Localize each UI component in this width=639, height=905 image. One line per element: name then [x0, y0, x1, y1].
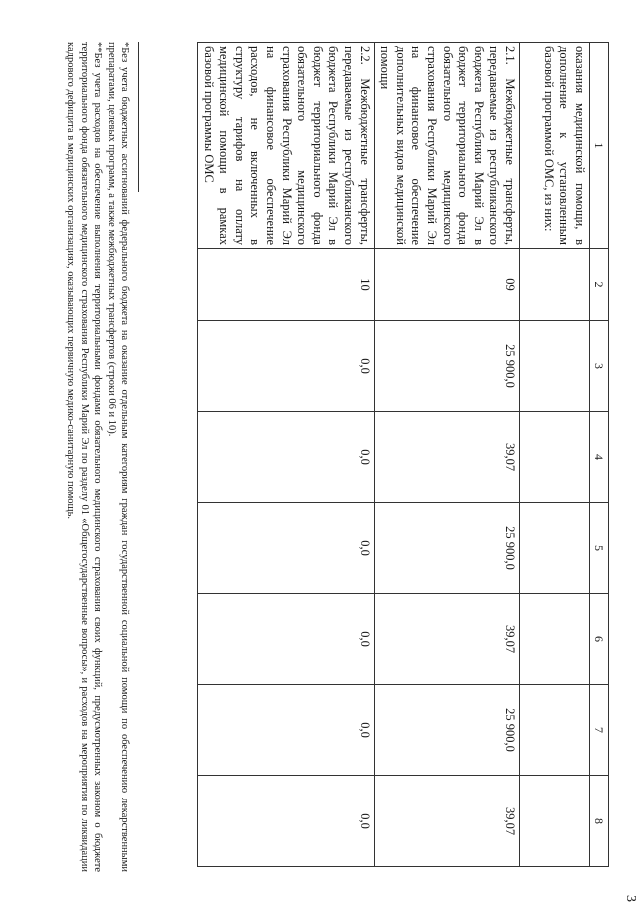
cell-col6: 0,0: [198, 594, 375, 685]
row-code: 10: [198, 249, 375, 321]
table-row: [374, 43, 519, 867]
col-number-1: 1: [590, 43, 609, 249]
footnotes: [64, 42, 139, 872]
cell-col4: 39,07: [374, 412, 519, 503]
footnote-2: **Без учета расходов на обеспечение выполнения территориальными фондами обязательного медицинского страхования своих функций, предусмотренных законом о бюджете территориального фонда обязательного медицинского страхования Республики Марий Эл по разделу 01 «Общегосударственные вопросы», и расходов на мероприятия по ликвидации кадрового дефицита в медицинских организациях, оказывающих первичную медико-санитарную помощь.: [65, 42, 104, 872]
footnote-separator: [138, 42, 139, 192]
cell-col7: 0,0: [198, 685, 375, 776]
financing-table: [197, 42, 609, 867]
cell-col6: 39,07: [374, 594, 519, 685]
cell-col6: [520, 594, 590, 685]
row-description: 2.1. Межбюджетные трансферты, передаваемые из республиканского бюджета Республики Марий Эл в бюджет территориального фонда обязательного медицинского страхования Республики Марий Эл на финансовое обеспечение дополнительных видов медицинской помощи: [374, 43, 519, 249]
col-number-6: 6: [590, 594, 609, 685]
col-number-4: 4: [590, 412, 609, 503]
cell-col4: 0,0: [198, 412, 375, 503]
row-code: [520, 249, 590, 321]
cell-col5: [520, 503, 590, 594]
table-row: [520, 43, 590, 867]
cell-col4: [520, 412, 590, 503]
row-description: оказания медицинской помощи, в дополнение к установленным базовой программой ОМС, из них:: [520, 43, 590, 249]
cell-col3: [520, 321, 590, 412]
cell-col7: 25 900,0: [374, 685, 519, 776]
column-number-row: [590, 43, 609, 867]
page-number: 3: [623, 895, 638, 902]
cell-col3: 0,0: [198, 321, 375, 412]
row-description: 2.2. Межбюджетные трансферты, передаваемые из республиканского бюджета Республики Марий Эл в бюджет территориального фонда обязательного медицинского страхования Республики Марий Эл на финансовое обеспечение расходов, не включенных в структуру тарифов на оплату медицинской помощи в рамках базовой программы ОМС: [198, 43, 375, 249]
cell-col5: 0,0: [198, 503, 375, 594]
table-row: [198, 43, 375, 867]
col-number-2: 2: [590, 249, 609, 321]
col-number-7: 7: [590, 685, 609, 776]
col-number-8: 8: [590, 776, 609, 867]
col-number-3: 3: [590, 321, 609, 412]
cell-col5: 25 900,0: [374, 503, 519, 594]
cell-col8: 39,07: [374, 776, 519, 867]
cell-col3: 25 900,0: [374, 321, 519, 412]
row-code: 09: [374, 249, 519, 321]
col-number-5: 5: [590, 503, 609, 594]
cell-col7: [520, 685, 590, 776]
cell-col8: [520, 776, 590, 867]
cell-col8: 0,0: [198, 776, 375, 867]
footnote-1: *Без учета бюджетных ассигнований федерального бюджета на оказание отдельным категориям граждан государственной социальной помощи по обеспечению лекарственными препаратами, целевых программ, а также межбюджетных трансфертов (строки 06 и 10).: [105, 42, 130, 872]
